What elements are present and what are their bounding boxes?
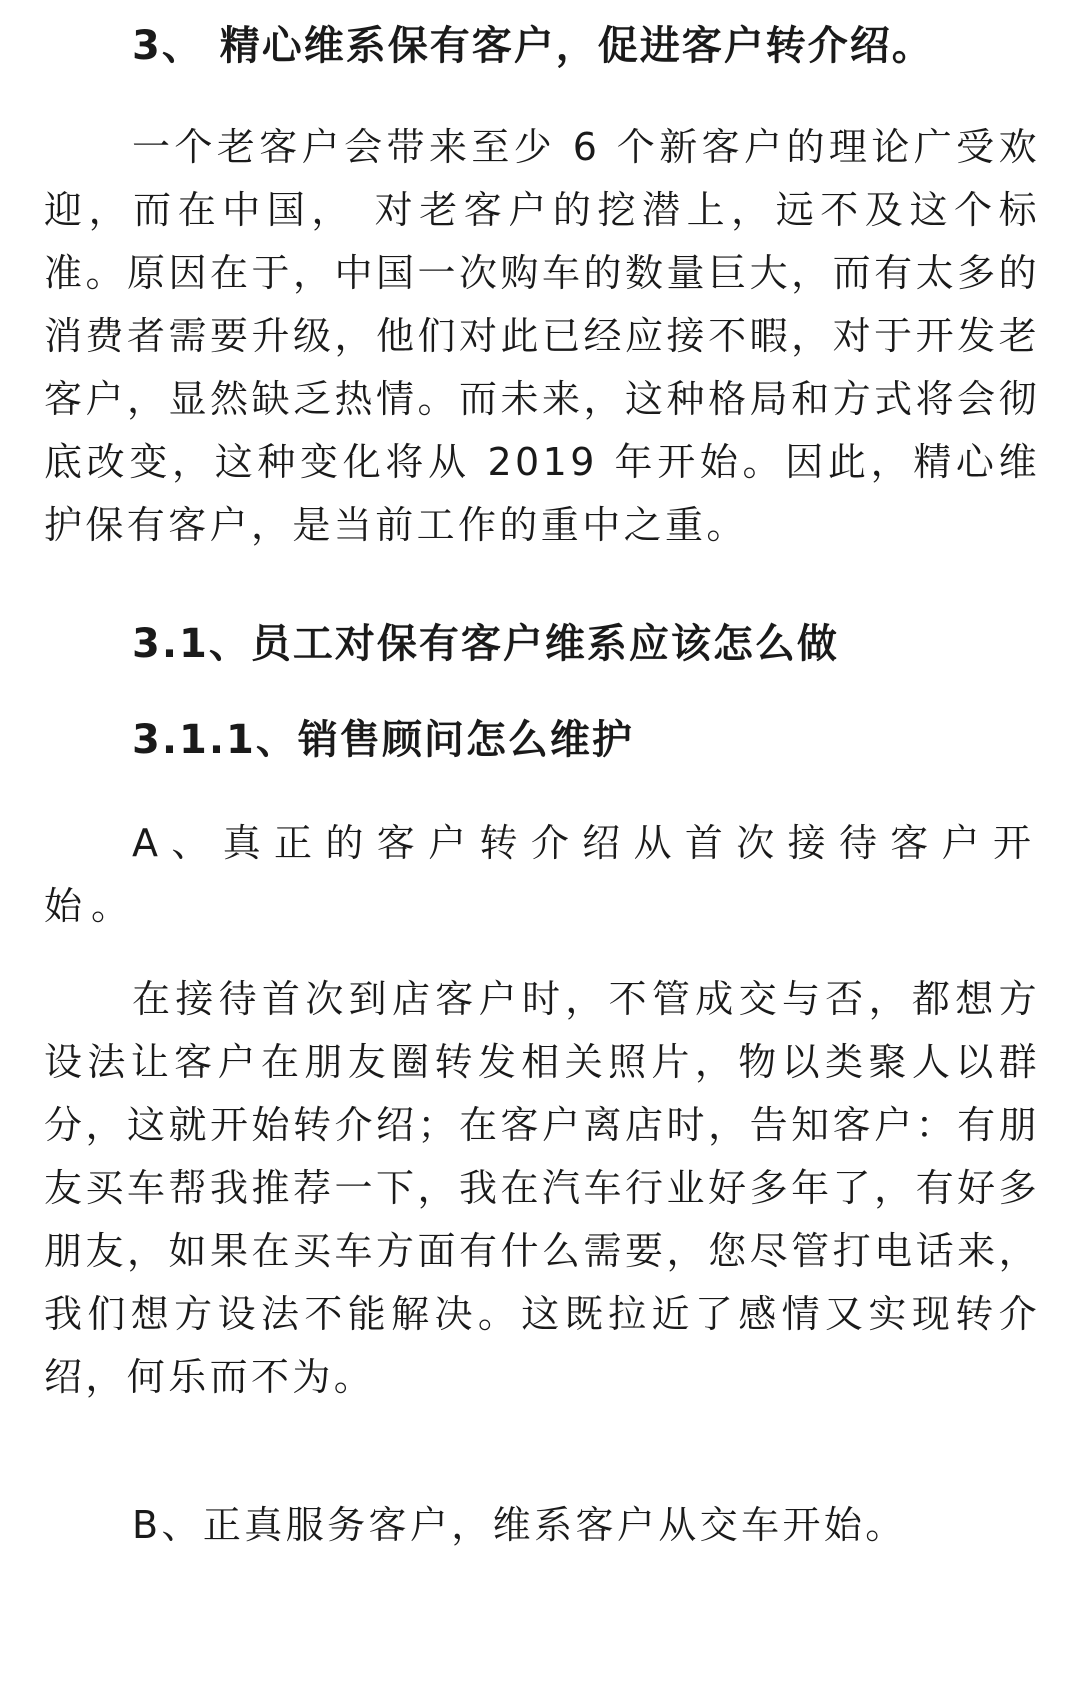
paragraph-a-body: 在接待首次到店客户时，不管成交与否，都想方设法让客户在朋友圈转发相关照片，物以类聚人以群分，这就开始转介绍；在客户离店时，告知客户：有朋友买车帮我推荐一下，我在汽车行业好多年了，有好多朋友，如果在买车方面有什么需要，您尽管打电话来，我们想方设法不能解决。这既拉近了感情又实现转介绍，何乐而不为。 (44, 977, 1040, 1399)
section-heading-3: 3、 精心维系保有客户，促进客户转介绍。 (132, 23, 934, 69)
section-heading-3-1: 3.1、员工对保有客户维系应该怎么做 (132, 621, 839, 667)
section-heading-3-1-1: 3.1.1、销售顾问怎么维护 (132, 717, 634, 763)
paragraph-intro: 一个老客户会带来至少 6 个新客户的理论广受欢迎，而在中国， 对老客户的挖潜上，远不及这个标准。原因在于，中国一次购车的数量巨大，而有太多的消费者需要升级，他们对此已经应接不暇，对于开发老客户，显然缺乏热情。而未来，这种格局和方式将会彻底改变，这种变化将从 2019 年开始。因此，精心维护保有客户，是当前工作的重中之重。 (44, 125, 1040, 547)
paragraph-b-title: B、正真服务客户，维系客户从交车开始。 (132, 1503, 907, 1547)
paragraph-a-title: A、真正的客户转介绍从首次接待客户开始。 (44, 821, 1040, 928)
